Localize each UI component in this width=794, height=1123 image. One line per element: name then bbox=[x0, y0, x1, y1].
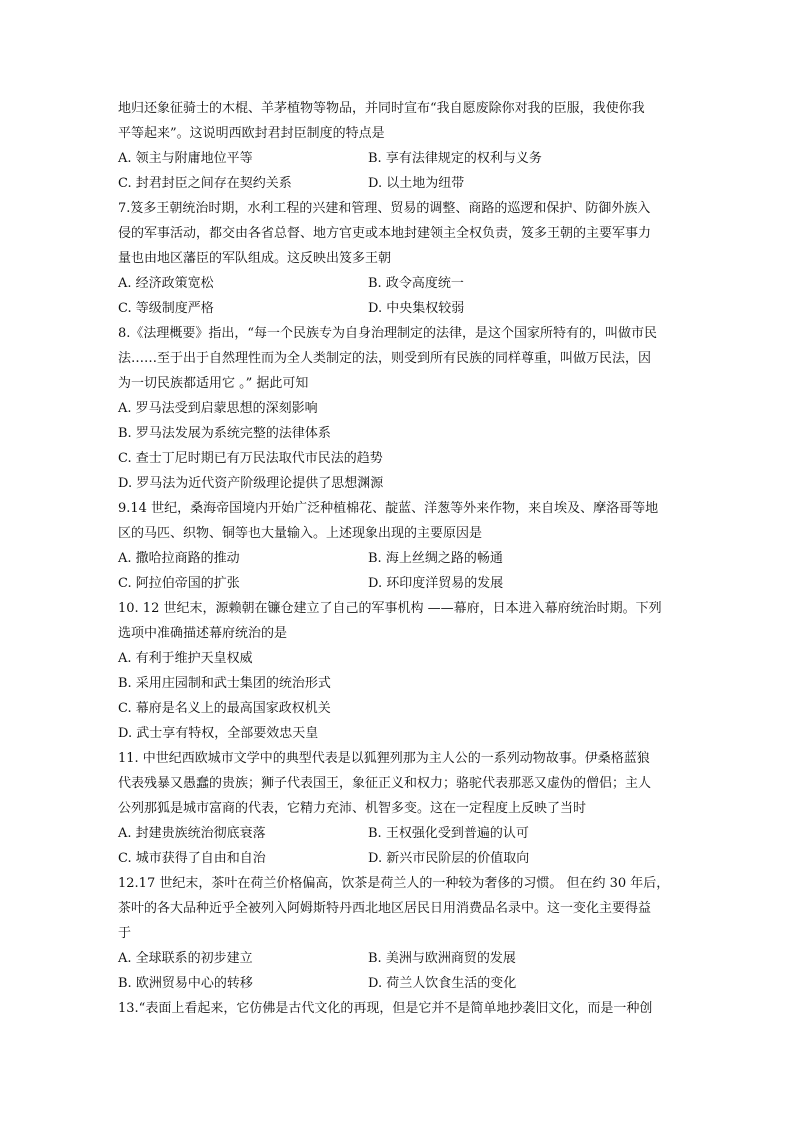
option-d: D. 罗马法为近代资产阶级理论提供了思想渊源 bbox=[118, 476, 384, 491]
question-stem-line: 7.笈多王朝统治时期，水利工程的兴建和管理、贸易的调整、商路的巡逻和保护、防御外族入 bbox=[118, 201, 651, 216]
question-stem-line: 12.17 世纪末，茶叶在荷兰价格偏高，饮茶是荷兰人的一种较为奢侈的习惯。 但在约 30 年后， bbox=[118, 876, 670, 891]
option-a: A. 经济政策宽松 bbox=[118, 276, 214, 291]
question-13 bbox=[118, 996, 674, 1021]
option-a: A. 领主与附庸地位平等 bbox=[118, 151, 253, 166]
option-c: C. 封君封臣之间存在契约关系 bbox=[118, 176, 292, 191]
question-stem-line: 10. 12 世纪末，源赖朝在镰仓建立了自己的军事机构 ——幕府，日本进入幕府统治时期。下列 bbox=[118, 601, 662, 616]
option-row bbox=[118, 971, 674, 996]
question-stem-line: 9.14 世纪，桑海帝国境内开始广泛种植棉花、靛蓝、洋葱等外来作物，来自埃及、摩洛哥等地 bbox=[118, 501, 659, 516]
option-c: C. 查士丁尼时期已有万民法取代市民法的趋势 bbox=[118, 451, 383, 466]
option-row bbox=[118, 571, 674, 596]
question-stem-line: 选项中准确描述幕府统治的是 bbox=[118, 626, 288, 641]
question-stem-line: 茶叶的各大品种近乎全被列入阿姆斯特丹西北地区居民日用消费品名录中。这一变化主要得益 bbox=[118, 901, 652, 916]
question-stem-line: 量也由地区藩臣的军队组成。这反映出笈多王朝 bbox=[118, 251, 392, 266]
option-b: B. 罗马法发展为系统完整的法律体系 bbox=[118, 426, 331, 441]
question-7 bbox=[118, 196, 674, 321]
exam-content bbox=[118, 96, 674, 1021]
question-stem-line: 法……至于出于自然理性而为全人类制定的法，则受到所有民族的同样尊重，叫做万民法，因 bbox=[118, 351, 652, 366]
option-b: B. 王权强化受到普遍的认可 bbox=[368, 826, 529, 841]
option-row bbox=[118, 171, 674, 196]
question-stem-line: 地归还象征骑士的木棍、羊茅植物等物品，并同时宣布“我自愿废除你对我的臣服，我使你我 bbox=[118, 101, 645, 116]
question-8 bbox=[118, 321, 674, 496]
question-stem-line: 区的马匹、织物、铜等也大量输入。上述现象出现的主要原因是 bbox=[118, 526, 483, 541]
option-row bbox=[118, 296, 674, 321]
option-c: C. 幕府是名义上的最高国家政权机关 bbox=[118, 701, 331, 716]
option-d: D. 新兴市民阶层的价值取向 bbox=[368, 851, 530, 866]
option-row bbox=[118, 846, 674, 871]
question-stem-line: 8.《法理概要》指出，“每一个民族专为自身治理制定的法律，是这个国家所特有的，叫做市民 bbox=[118, 326, 658, 341]
option-b: B. 政令高度统一 bbox=[368, 276, 464, 291]
option-c: C. 城市获得了自由和自治 bbox=[118, 851, 266, 866]
question-stem-line: 13.“表面上看起来，它仿佛是古代文化的再现，但是它并不是简单地抄袭旧文化，而是一种创 bbox=[118, 1001, 653, 1016]
option-row bbox=[118, 821, 674, 846]
question-stem-line: 平等起来”。这说明西欧封君封臣制度的特点是 bbox=[118, 126, 385, 141]
option-a: A. 封建贵族统治彻底衰落 bbox=[118, 826, 266, 841]
option-b: B. 采用庄园制和武士集团的统治形式 bbox=[118, 676, 331, 691]
question-stem-line: 公列那狐是城市富商的代表，它精力充沛、机智多变。这在一定程度上反映了当时 bbox=[118, 801, 587, 816]
option-d: D. 武士享有特权，全部要效忠天皇 bbox=[118, 726, 319, 741]
question-stem-line: 代表残暴又愚蠢的贵族；狮子代表国王，象征正义和权力；骆驼代表那恶又虚伪的僧侣；主人 bbox=[118, 776, 652, 791]
option-c: C. 阿拉伯帝国的扩张 bbox=[118, 576, 240, 591]
question-stem-line: 侵的军事活动，都交由各省总督、地方官吏或本地封建领主全权负责，笈多王朝的主要军事力 bbox=[118, 226, 652, 241]
question-9 bbox=[118, 496, 674, 596]
option-c: B. 欧洲贸易中心的转移 bbox=[118, 976, 253, 991]
question-stem-line: 为一切民族都适用它 。” 据此可知 bbox=[118, 376, 309, 391]
option-a: A. 有利于维护天皇权威 bbox=[118, 651, 253, 666]
option-b: B. 海上丝绸之路的畅通 bbox=[368, 551, 503, 566]
option-b: B. 美洲与欧洲商贸的发展 bbox=[368, 951, 516, 966]
option-b: B. 享有法律规定的权利与义务 bbox=[368, 151, 542, 166]
option-row bbox=[118, 546, 674, 571]
question-stem-line: 于 bbox=[118, 926, 132, 941]
option-d: D. 以土地为纽带 bbox=[368, 176, 465, 191]
option-a: A. 罗马法受到启蒙思想的深刻影响 bbox=[118, 401, 318, 416]
option-d: D. 环印度洋贸易的发展 bbox=[368, 576, 504, 591]
option-d: D. 荷兰人饮食生活的变化 bbox=[368, 976, 517, 991]
option-row bbox=[118, 146, 674, 171]
option-row bbox=[118, 946, 674, 971]
question-stem-line: 11. 中世纪西欧城市文学中的典型代表是以狐狸列那为主人公的一系列动物故事。伊桑格蓝狼 bbox=[118, 751, 650, 766]
option-c: C. 等级制度严格 bbox=[118, 301, 214, 316]
question-12 bbox=[118, 871, 674, 996]
option-d: D. 中央集权较弱 bbox=[368, 301, 465, 316]
option-a: A. 撒哈拉商路的推动 bbox=[118, 551, 240, 566]
option-a: A. 全球联系的初步建立 bbox=[118, 951, 253, 966]
question-6 bbox=[118, 96, 674, 196]
question-10 bbox=[118, 596, 674, 746]
option-row bbox=[118, 271, 674, 296]
question-11 bbox=[118, 746, 674, 871]
